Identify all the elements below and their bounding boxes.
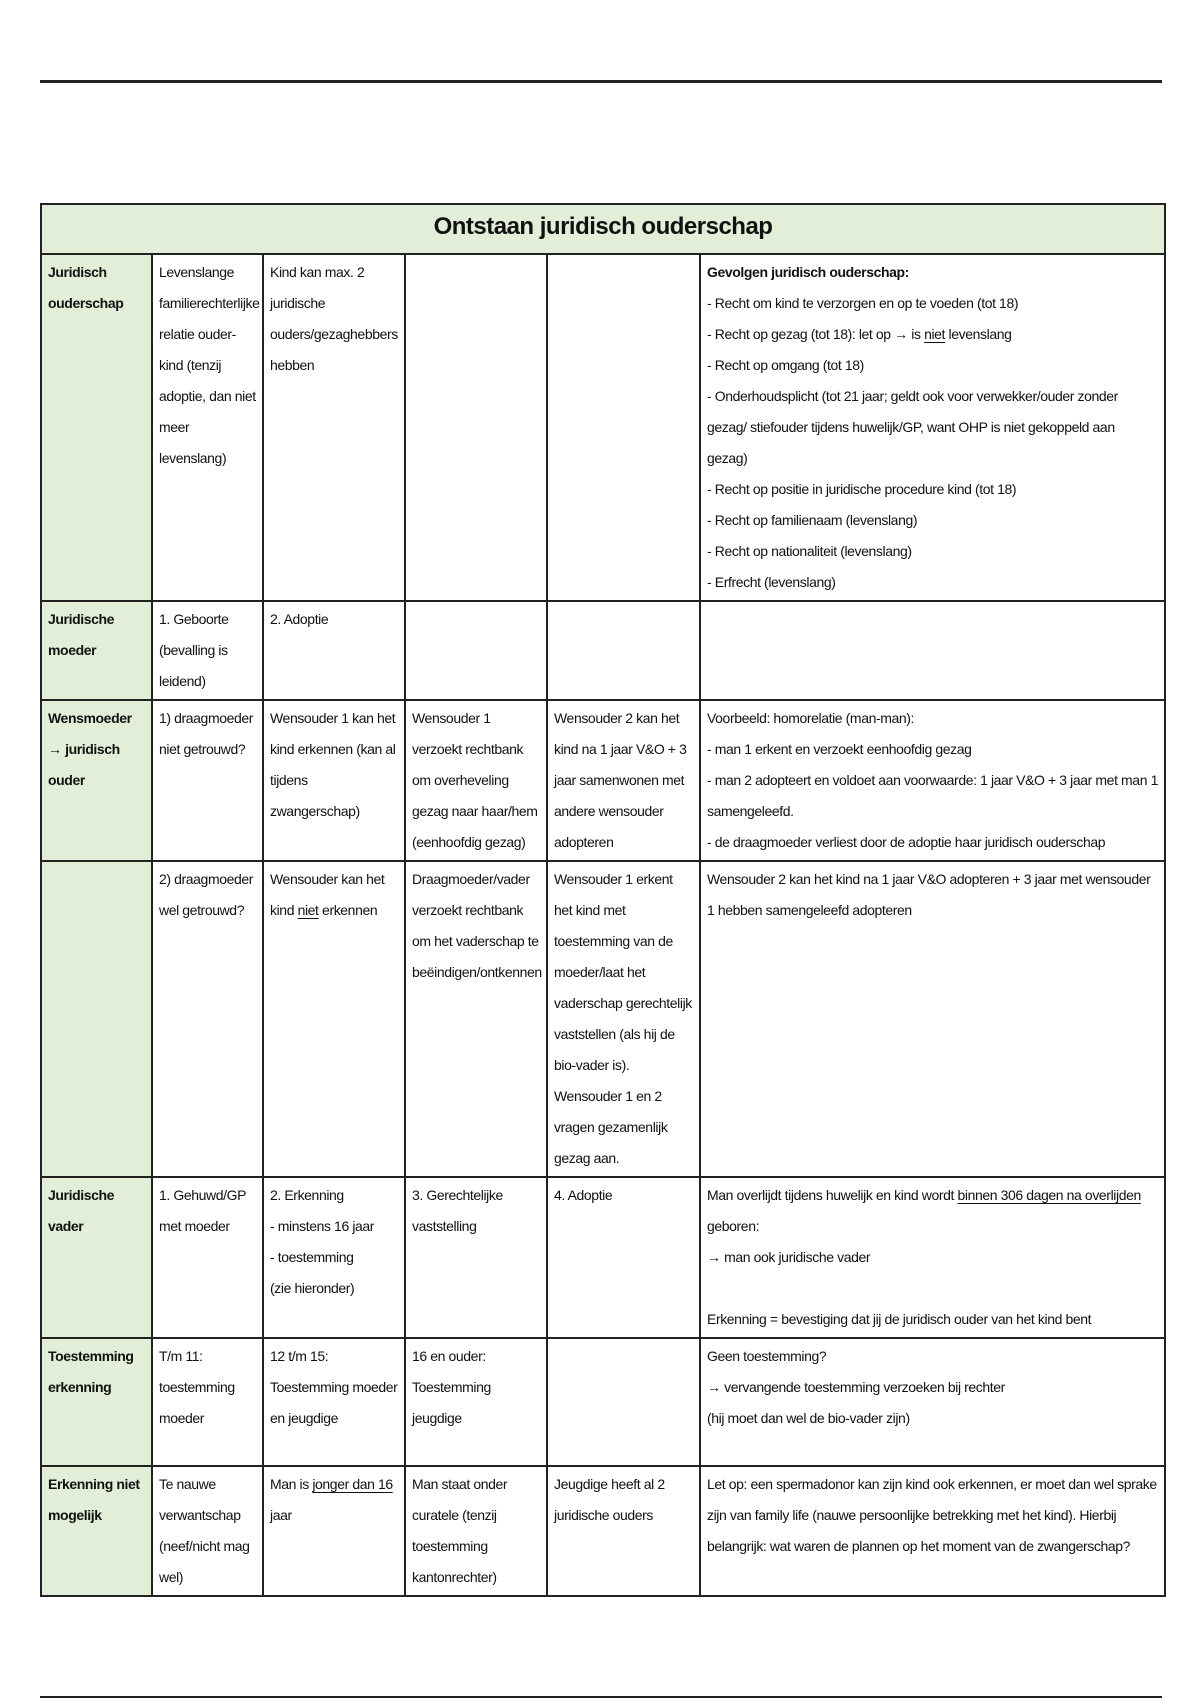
- row-header: Toestemming erkenning: [41, 1338, 152, 1466]
- note-line: (hij moet dan wel de bio-vader zijn): [707, 1410, 910, 1426]
- table-title: Ontstaan juridisch ouderschap: [41, 204, 1165, 254]
- row-header: Juridische vader: [41, 1177, 152, 1338]
- notes-cell: [700, 1177, 1165, 1338]
- note-line: - Recht op positie in juridische procedure kind (tot 18): [707, 481, 1017, 497]
- cell-text: Wensouder kan het kind: [270, 871, 385, 918]
- row-header: Juridisch ouderschap: [41, 254, 152, 601]
- note-line: [707, 1180, 1158, 1242]
- row-header: Wensmoeder → juridisch ouder: [41, 700, 152, 861]
- table-row-draagmoeder-getrouwd: [41, 861, 1165, 1177]
- table-cell: [700, 601, 1165, 700]
- table-row-juridische-moeder: [41, 601, 1165, 700]
- top-rule: [40, 80, 1162, 83]
- note-line: - Onderhoudsplicht (tot 21 jaar; geldt ook voor verwekker/ouder zonder gezag/ stiefouder tijdens huwelijk/GP, want OHP is niet gekoppeld aan gezag): [707, 388, 1118, 466]
- underlined-text: jonger dan 16: [312, 1476, 393, 1492]
- cell-text: Man is: [270, 1476, 313, 1492]
- table-cell: Levenslange familierechterlijke relatie ouder-kind (tenzij adoptie, dan niet meer levenslang): [152, 254, 263, 601]
- table-cell: [547, 601, 700, 700]
- parenthood-table: [40, 203, 1166, 1597]
- table-cell: Te nauwe verwantschap (neef/nicht mag wel): [152, 1466, 263, 1596]
- table-row-toestemming-erkenning: [41, 1338, 1165, 1466]
- note-line: - Recht op omgang (tot 18): [707, 357, 864, 373]
- underlined-text: niet: [297, 902, 319, 918]
- note-text: levenslang: [945, 326, 1012, 342]
- table-row-erkenning-niet-mogelijk: [41, 1466, 1165, 1596]
- note-line: - man 1 erkent en verzoekt eenhoofdig gezag: [707, 741, 972, 757]
- note-line: - Erfrecht (levenslang): [707, 574, 836, 590]
- table-cell: [547, 254, 700, 601]
- table-cell: Draagmoeder/vader verzoekt rechtbank om het vaderschap te beëindigen/ontkennen: [405, 861, 547, 1177]
- table-cell: [405, 601, 547, 700]
- table-row-wensmoeder: [41, 700, 1165, 861]
- table-cell: 12 t/m 15: Toestemming moeder en jeugdige: [263, 1338, 405, 1466]
- table-cell: 4. Adoptie: [547, 1177, 700, 1338]
- cell-line: - toestemming: [270, 1249, 354, 1265]
- table-cell: 2) draagmoeder wel getrouwd?: [152, 861, 263, 1177]
- underlined-text: niet: [924, 326, 946, 342]
- underlined-text: binnen 306 dagen na overlijden: [957, 1187, 1141, 1203]
- notes-cell: [700, 254, 1165, 601]
- table-cell: Wensouder 1 kan het kind erkennen (kan al tijdens zwangerschap): [263, 700, 405, 861]
- note-line: - Recht om kind te verzorgen en op te voeden (tot 18): [707, 295, 1019, 311]
- cell-line: (zie hieronder): [270, 1280, 355, 1296]
- notes-cell: [700, 700, 1165, 861]
- table-cell: [405, 254, 547, 601]
- table-cell: 16 en ouder: Toestemming jeugdige: [405, 1338, 547, 1466]
- table-cell: Wensouder 1 erkent het kind met toestemming van de moeder/laat het vaderschap gerechtelijk vaststellen (als hij de bio-vader is). Wensouder 1 en 2 vragen gezamenlijk gezag aan.: [547, 861, 700, 1177]
- note-line: Geen toestemming?: [707, 1348, 827, 1364]
- table-cell: T/m 11: toestemming moeder: [152, 1338, 263, 1466]
- note-text: Man overlijdt tijdens huwelijk en kind wordt: [707, 1187, 958, 1203]
- table-cell: [263, 1466, 405, 1596]
- table-cell: Let op: een spermadonor kan zijn kind ook erkennen, er moet dan wel sprake zijn van family life (nauwe persoonlijke betrekking met het kind). Hierbij belangrijk: wat waren de plannen op het moment van de zwangerschap?: [700, 1466, 1165, 1596]
- table-cell: [547, 1338, 700, 1466]
- table-cell: 2. Adoptie: [263, 601, 405, 700]
- cell-text: jaar: [270, 1507, 292, 1523]
- note-text: geboren:: [707, 1218, 760, 1234]
- note-line: → man ook juridische vader: [707, 1249, 871, 1265]
- note-line: - Recht op nationaliteit (levenslang): [707, 543, 912, 559]
- row-header: [41, 861, 152, 1177]
- note-line: - man 2 adopteert en voldoet aan voorwaarde: 1 jaar V&O + 3 jaar met man 1 samengeleefd.: [707, 772, 1158, 819]
- title-row: [41, 204, 1165, 254]
- table-cell: Wensouder 2 kan het kind na 1 jaar V&O + 3 jaar samenwonen met andere wensouder adopteren: [547, 700, 700, 861]
- table-row-juridisch-ouderschap: [41, 254, 1165, 601]
- table-cell: [263, 1177, 405, 1338]
- cell-line: 2. Erkenning: [270, 1187, 344, 1203]
- table-cell: 1. Gehuwd/GP met moeder: [152, 1177, 263, 1338]
- row-header: Juridische moeder: [41, 601, 152, 700]
- table-cell: Wensouder 2 kan het kind na 1 jaar V&O adopteren + 3 jaar met wensouder 1 hebben samengeleefd adopteren: [700, 861, 1165, 1177]
- note-text: - Recht op gezag (tot 18): let op → is: [707, 326, 925, 342]
- table-cell: Man staat onder curatele (tenzij toestemming kantonrechter): [405, 1466, 547, 1596]
- cell-line: - minstens 16 jaar: [270, 1218, 375, 1234]
- note-line: Erkenning = bevestiging dat jij de juridisch ouder van het kind bent: [707, 1311, 1092, 1327]
- note-line: → vervangende toestemming verzoeken bij rechter: [707, 1379, 1005, 1395]
- note-line: [707, 319, 1158, 350]
- note-line: - Recht op familienaam (levenslang): [707, 512, 918, 528]
- table-cell: 1) draagmoeder niet getrouwd?: [152, 700, 263, 861]
- table-row-juridische-vader: [41, 1177, 1165, 1338]
- note-line: - de draagmoeder verliest door de adoptie haar juridisch ouderschap: [707, 834, 1106, 850]
- row-header: Erkenning niet mogelijk: [41, 1466, 152, 1596]
- table-cell: Kind kan max. 2 juridische ouders/gezaghebbers hebben: [263, 254, 405, 601]
- notes-title: Gevolgen juridisch ouderschap:: [707, 264, 909, 280]
- notes-cell: [700, 1338, 1165, 1466]
- bottom-rule: [40, 1696, 1162, 1698]
- note-line: Voorbeeld: homorelatie (man-man):: [707, 710, 915, 726]
- table-cell: 3. Gerechtelijke vaststelling: [405, 1177, 547, 1338]
- note-spacer: [707, 1273, 1158, 1304]
- table-cell: Wensouder 1 verzoekt rechtbank om overheveling gezag naar haar/hem (eenhoofdig gezag): [405, 700, 547, 861]
- cell-text: erkennen: [318, 902, 378, 918]
- table-cell: 1. Geboorte (bevalling is leidend): [152, 601, 263, 700]
- table-cell: Jeugdige heeft al 2 juridische ouders: [547, 1466, 700, 1596]
- table-cell: [263, 861, 405, 1177]
